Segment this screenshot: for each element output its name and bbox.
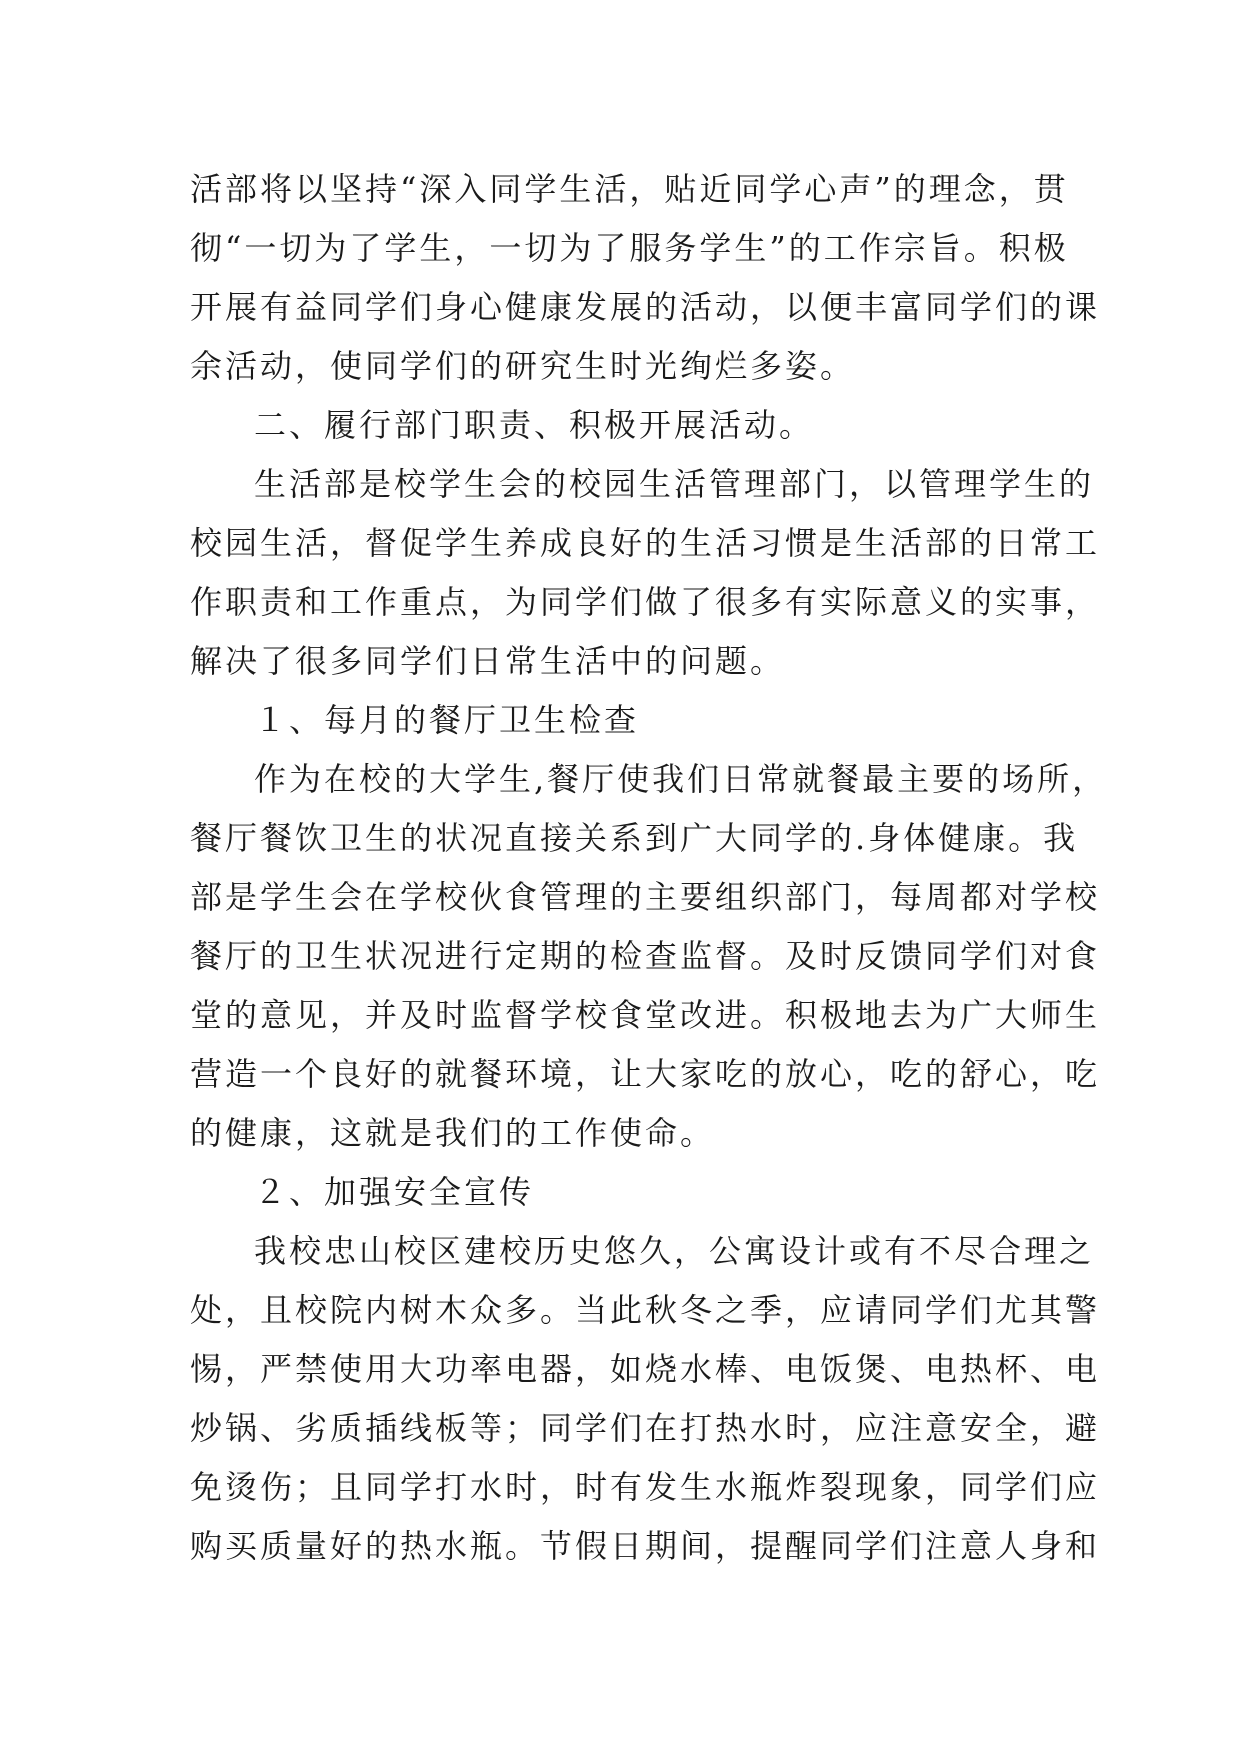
text-line: 部是学生会在学校伙食管理的主要组织部门，每周都对学校 (190, 878, 1101, 916)
document-body (190, 160, 1108, 1576)
text-line: 生活部是校学生会的校园生活管理部门，以管理学生的 (254, 465, 1095, 503)
text-line: 活部将以坚持“深入同学生活，贴近同学心声”的理念，贯 (190, 170, 1069, 208)
text-line: 处，且校院内树木众多。当此秋冬之季，应请同学们尤其警 (190, 1291, 1101, 1329)
text-line: 营造一个良好的就餐环境，让大家吃的放心，吃的舒心，吃 (190, 1055, 1101, 1093)
subsection-heading: １、每月的餐厅卫生检查 (254, 701, 640, 739)
text-line: 开展有益同学们身心健康发展的活动，以便丰富同学们的课 (190, 288, 1101, 326)
text-line: 堂的意见，并及时监督学校食堂改进。积极地去为广大师生 (190, 996, 1101, 1034)
section-heading: 二、履行部门职责、积极开展活动。 (254, 406, 815, 444)
text-line: 惕，严禁使用大功率电器，如烧水棒、电饭煲、电热杯、电 (190, 1350, 1101, 1388)
text-line: 购买质量好的热水瓶。节假日期间，提醒同学们注意人身和 (190, 1527, 1101, 1565)
text-line: 彻“一切为了学生，一切为了服务学生”的工作宗旨。积极 (190, 229, 1069, 267)
subsection-heading: ２、加强安全宣传 (254, 1173, 535, 1211)
text-line: 我校忠山校区建校历史悠久，公寓设计或有不尽合理之 (254, 1232, 1095, 1270)
text-line: 免烫伤；且同学打水时，时有发生水瓶炸裂现象，同学们应 (190, 1468, 1101, 1506)
text-line: 校园生活，督促学生养成良好的生活习惯是生活部的日常工 (190, 524, 1101, 562)
text-line: 作为在校的大学生,餐厅使我们日常就餐最主要的场所， (254, 760, 1108, 798)
text-line: 餐厅餐饮卫生的状况直接关系到广大同学的.身体健康。我 (190, 819, 1079, 857)
text-line: 餐厅的卫生状况进行定期的检查监督。及时反馈同学们对食 (190, 937, 1101, 975)
text-line: 炒锅、劣质插线板等；同学们在打热水时，应注意安全，避 (190, 1409, 1101, 1447)
text-line: 作职责和工作重点，为同学们做了很多有实际意义的实事， (190, 583, 1101, 621)
text-line: 的健康，这就是我们的工作使命。 (190, 1114, 716, 1152)
text-line: 余活动，使同学们的研究生时光绚烂多姿。 (190, 347, 856, 385)
text-line: 解决了很多同学们日常生活中的问题。 (190, 642, 786, 680)
